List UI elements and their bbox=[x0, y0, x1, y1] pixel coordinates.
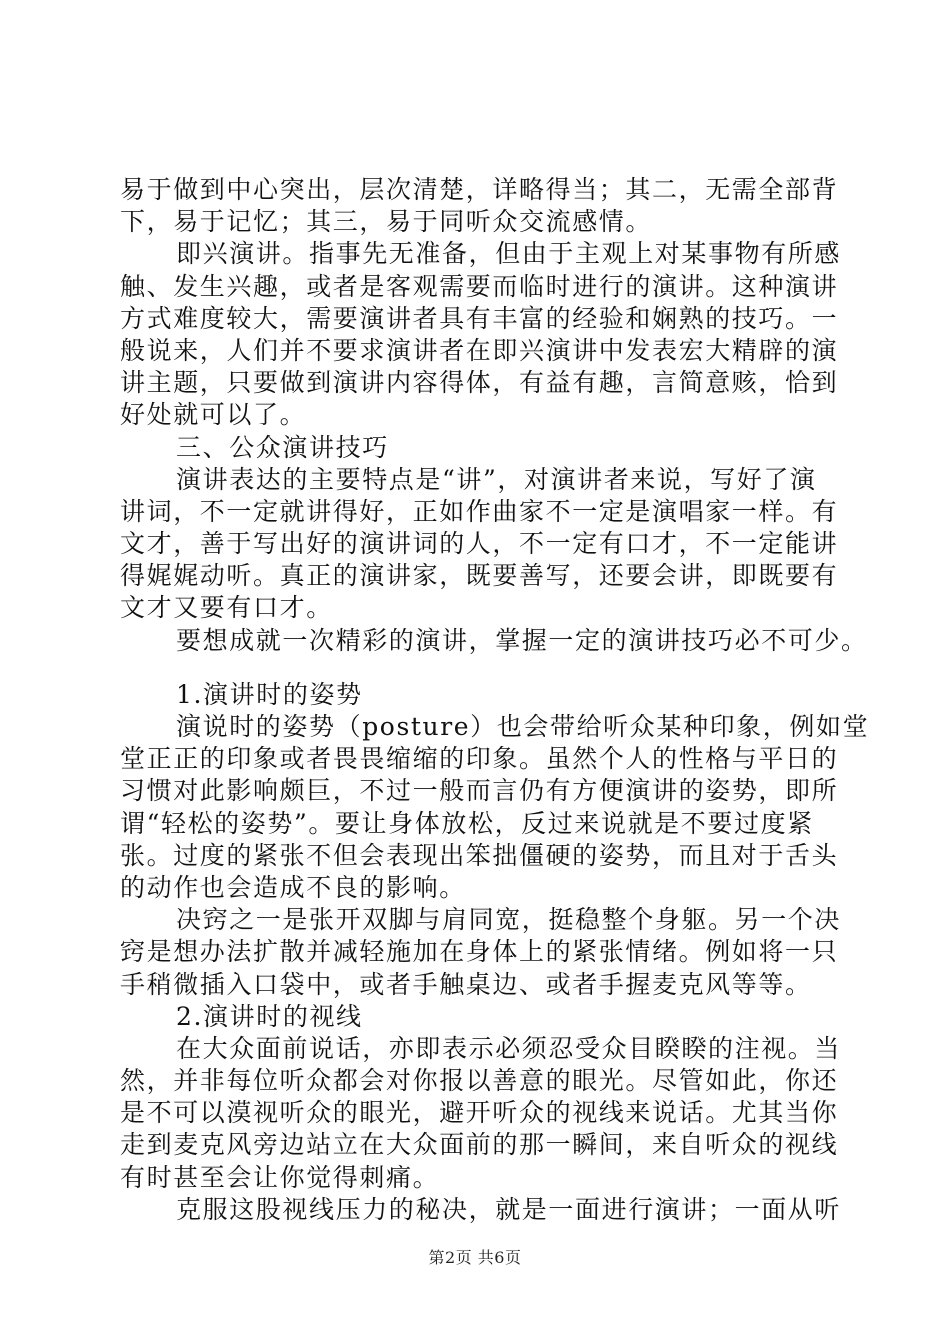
subsection-heading: 2.演讲时的视线 bbox=[176, 1001, 363, 1031]
paragraph-start: 决窍之一是张开双脚与肩同宽，挺稳整个身躯。另一个决 bbox=[176, 905, 842, 935]
text-line: 得娓娓动听。真正的演讲家，既要善写，还要会讲，即既要有 bbox=[120, 561, 839, 591]
paragraph-start: 即兴演讲。指事先无准备，但由于主观上对某事物有所感 bbox=[176, 239, 842, 269]
text-line: 谓“轻松的姿势”。要让身体放松，反过来说就是不要过度紧 bbox=[120, 808, 814, 838]
text-line: 堂正正的印象或者畏畏缩缩的印象。虽然个人的性格与平日的 bbox=[120, 744, 839, 774]
text-line: 文才又要有口才。 bbox=[120, 593, 333, 623]
paragraph-start: 演说时的姿势（posture）也会带给听众某种印象，例如堂 bbox=[176, 712, 870, 741]
subsection-heading: 1.演讲时的姿势 bbox=[176, 679, 363, 709]
text-line: 讲主题，只要做到演讲内容得体，有益有趣，言简意赅，恰到 bbox=[120, 368, 839, 398]
text-line: 下，易于记忆；其三，易于同听众交流感情。 bbox=[120, 207, 653, 237]
text-line: 习惯对此影响颇巨，不过一般而言仍有方便演讲的姿势，即所 bbox=[120, 776, 839, 806]
page-number-footer: 第2页 共6页 bbox=[428, 1248, 522, 1267]
paragraph-start: 克服这股视线压力的秘决，就是一面进行演讲；一面从听 bbox=[176, 1194, 842, 1224]
paragraph-start: 要想成就一次精彩的演讲，掌握一定的演讲技巧必不可少。 bbox=[176, 625, 868, 655]
document-body bbox=[120, 174, 870, 1226]
paragraph-start: 在大众面前说话，亦即表示必须忍受众目睽睽的注视。当 bbox=[176, 1033, 842, 1063]
text-line: 是不可以漠视听众的眼光，避开听众的视线来说话。尤其当你 bbox=[120, 1098, 839, 1128]
section-heading: 三、公众演讲技巧 bbox=[176, 432, 389, 462]
text-line: 易于做到中心突出，层次清楚，详略得当；其二，无需全部背 bbox=[120, 175, 839, 204]
text-line: 手稍微插入口袋中，或者手触桌边、或者手握麦克风等等。 bbox=[120, 969, 812, 999]
blank-space bbox=[120, 657, 835, 679]
text-line: 然，并非每位听众都会对你报以善意的眼光。尽管如此，你还 bbox=[120, 1066, 839, 1096]
text-line: 张。过度的紧张不但会表现出笨拙僵硬的姿势，而且对于舌头 bbox=[120, 840, 839, 870]
text-line: 窍是想办法扩散并减轻施加在身体上的紧张情绪。例如将一只 bbox=[120, 937, 839, 967]
text-line: 走到麦克风旁边站立在大众面前的那一瞬间，来自听众的视线 bbox=[120, 1130, 839, 1160]
text-line: 的动作也会造成不良的影响。 bbox=[120, 872, 466, 902]
text-line: 有时甚至会让你觉得刺痛。 bbox=[120, 1162, 440, 1192]
text-line: 讲词，不一定就讲得好，正如作曲家不一定是演唱家一样。有 bbox=[120, 496, 839, 526]
text-line: 文才，善于写出好的演讲词的人，不一定有口才，不一定能讲 bbox=[120, 529, 839, 559]
text-line: 触、发生兴趣，或者是客观需要而临时进行的演讲。这种演讲 bbox=[120, 271, 839, 301]
text-line: 般说来，人们并不要求演讲者在即兴演讲中发表宏大精辟的演 bbox=[120, 335, 839, 365]
text-line: 好处就可以了。 bbox=[120, 400, 307, 430]
text-line: 方式难度较大，需要演讲者具有丰富的经验和娴熟的技巧。一 bbox=[120, 303, 839, 333]
paragraph-start: 演讲表达的主要特点是“讲”，对演讲者来说，写好了演 bbox=[176, 464, 817, 494]
